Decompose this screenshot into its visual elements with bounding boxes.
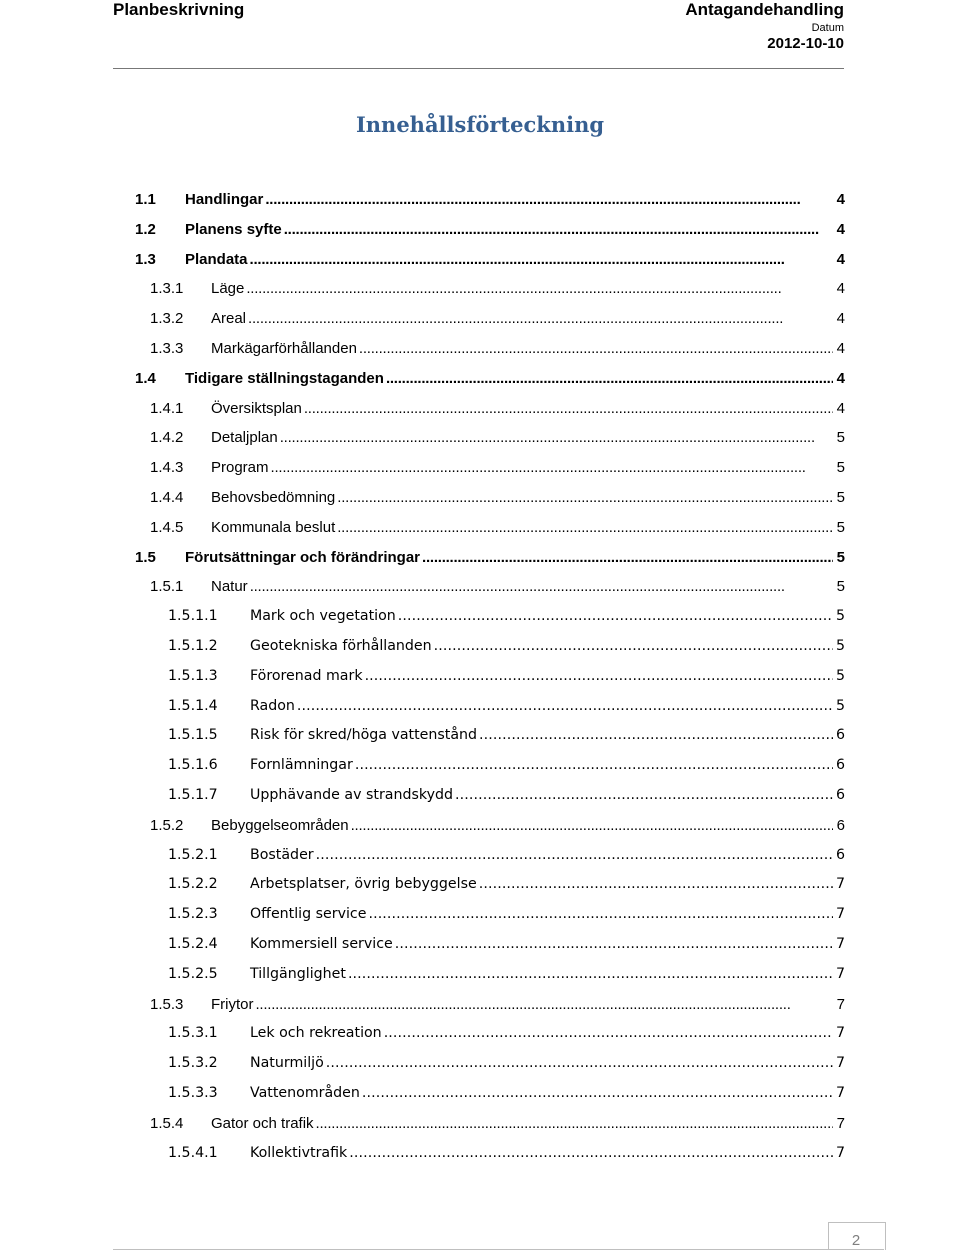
toc-entry[interactable] — [135, 1139, 845, 1169]
toc-entry-page: 6 — [836, 816, 845, 834]
toc-dot-leader — [304, 394, 833, 424]
toc-entry-title: Geotekniska förhållanden — [250, 637, 432, 654]
toc-entry-page: 4 — [836, 250, 845, 268]
toc-entry-title: Handlingar — [185, 191, 264, 208]
toc-dot-leader — [434, 632, 833, 662]
toc-entry-number: 1.5.3.1 — [168, 1025, 218, 1042]
toc-dot-leader — [349, 1139, 833, 1169]
toc-entry[interactable] — [135, 692, 845, 722]
toc-dot-leader — [479, 721, 833, 751]
toc-entry-page: 5 — [835, 637, 845, 654]
toc-entry[interactable] — [135, 841, 845, 871]
toc-dot-leader — [284, 215, 833, 245]
toc-title: Innehållsförteckning — [355, 112, 605, 137]
toc-entry[interactable] — [135, 1109, 845, 1139]
toc-dot-leader — [348, 960, 833, 990]
toc-entry-title: Fornlämningar — [250, 757, 353, 774]
toc-entry-page: 7 — [835, 1025, 845, 1042]
toc-entry-number: 1.5.1 — [150, 578, 184, 596]
toc-entry[interactable] — [135, 1079, 845, 1109]
toc-dot-leader — [326, 1049, 833, 1079]
toc-entry-number: 1.5.3 — [150, 995, 184, 1013]
toc-entry-number: 1.5.1.4 — [168, 697, 218, 714]
toc-entry-number: 1.5.2.4 — [168, 935, 218, 952]
toc-entry-number: 1.5.1.2 — [168, 637, 218, 654]
toc-entry-title: Plandata — [185, 250, 248, 268]
toc-entry-page: 7 — [835, 1144, 845, 1161]
toc-entry-title: Areal — [211, 310, 247, 328]
toc-dot-leader — [455, 781, 833, 811]
toc-entry-page: 4 — [836, 310, 845, 328]
toc-entry[interactable] — [135, 602, 845, 632]
toc-dot-leader — [479, 870, 833, 900]
document-date: 2012-10-10 — [767, 35, 844, 52]
toc-dot-leader — [365, 662, 833, 692]
toc-dot-leader — [337, 483, 833, 513]
toc-entry-title: Tillgänglighet — [250, 965, 346, 982]
toc-entry-page: 5 — [836, 518, 845, 536]
toc-entry-number: 1.5.4 — [150, 1114, 184, 1132]
toc-entry-page: 7 — [836, 1114, 845, 1132]
toc-dot-leader — [265, 185, 833, 215]
header-divider — [113, 68, 844, 69]
toc-entry-number: 1.5.1.6 — [168, 757, 218, 774]
toc-entry[interactable] — [135, 453, 845, 483]
toc-dot-leader — [316, 841, 833, 871]
toc-entry-number: 1.3.2 — [150, 310, 184, 328]
toc-entry[interactable] — [135, 394, 845, 424]
toc-entry-title: Översiktsplan — [211, 399, 302, 417]
toc-entry[interactable] — [135, 721, 845, 751]
toc-entry-number: 1.4 — [135, 369, 156, 387]
toc-entry-page: 4 — [836, 220, 845, 238]
toc-dot-leader — [355, 751, 833, 781]
toc-entry-page: 5 — [836, 578, 845, 596]
toc-entry[interactable] — [135, 334, 845, 364]
toc-entry-page: 5 — [836, 429, 845, 447]
toc-entry[interactable] — [135, 990, 845, 1020]
toc-entry-page: 4 — [836, 369, 845, 387]
header-meta — [685, 0, 844, 52]
toc-entry[interactable] — [135, 781, 845, 811]
toc-entry-number: 1.5.1.1 — [168, 608, 218, 625]
toc-entry-page: 7 — [835, 906, 845, 923]
toc-entry[interactable] — [135, 930, 845, 960]
toc-entry-title: Förutsättningar och förändringar — [185, 548, 421, 566]
toc-entry[interactable] — [135, 483, 845, 513]
toc-entry-title: Planens syfte — [185, 220, 282, 238]
toc-entry-title: Program — [211, 459, 269, 477]
toc-entry[interactable] — [135, 245, 845, 275]
date-label: Datum — [811, 22, 844, 34]
toc-entry-title: Kommunala beslut — [211, 518, 336, 536]
toc-entry-page: 5 — [835, 608, 845, 625]
toc-entry-title: Markägarförhållanden — [211, 339, 357, 357]
toc-entry-number: 1.5.1.7 — [168, 786, 218, 803]
toc-dot-leader — [271, 453, 833, 483]
toc-entry-title: Gator och trafik — [211, 1114, 314, 1132]
toc-entry-title: Bebyggelseområden — [211, 816, 349, 834]
toc-entry-page: 5 — [836, 488, 845, 506]
document-title: Planbeskrivning — [113, 0, 245, 19]
toc-entry-number: 1.4.3 — [150, 459, 184, 477]
toc-entry-title: Detaljplan — [211, 429, 278, 447]
toc-dot-leader — [250, 572, 833, 602]
toc-entry-page: 7 — [835, 1084, 845, 1101]
toc-entry[interactable] — [135, 632, 845, 662]
toc-entry-title: Radon — [250, 697, 295, 714]
toc-entry-number: 1.2 — [135, 220, 156, 238]
toc-entry[interactable] — [135, 304, 845, 334]
toc-entry-title: Naturmiljö — [250, 1055, 324, 1072]
toc-entry-title: Behovsbedömning — [211, 488, 336, 506]
toc-dot-leader — [250, 245, 833, 275]
toc-entry-number: 1.1 — [135, 191, 156, 208]
toc-entry-number: 1.5.2 — [150, 816, 184, 834]
toc-entry-number: 1.4.1 — [150, 399, 184, 417]
toc-entry[interactable] — [135, 572, 845, 602]
toc-entry-title: Vattenområden — [250, 1084, 360, 1101]
toc-dot-leader — [362, 1079, 833, 1109]
toc-entry-title: Offentlig service — [250, 906, 367, 923]
toc-dot-leader — [248, 304, 833, 334]
toc-dot-leader — [386, 364, 833, 394]
toc-entry-page: 4 — [836, 191, 845, 208]
footer-divider — [113, 1249, 884, 1250]
toc-dot-leader — [256, 990, 834, 1020]
toc-dot-leader — [337, 513, 833, 543]
toc-dot-leader — [395, 930, 833, 960]
toc-entry-number: 1.5.1.5 — [168, 727, 218, 744]
toc-entry-title: Mark och vegetation — [250, 608, 396, 625]
toc-entry[interactable] — [135, 900, 845, 930]
toc-entry-number: 1.3.3 — [150, 339, 184, 357]
toc-entry-page: 7 — [835, 876, 845, 893]
page-number: 2 — [851, 1232, 861, 1249]
toc-entry-title: Friytor — [211, 995, 254, 1013]
toc-entry[interactable] — [135, 751, 845, 781]
toc-entry-page: 5 — [835, 697, 845, 714]
toc-entry-page: 6 — [835, 786, 845, 803]
toc-entry[interactable] — [135, 811, 845, 841]
toc-entry[interactable] — [135, 513, 845, 543]
document-status: Antagandehandling — [685, 0, 844, 19]
toc-entry-page: 6 — [835, 757, 845, 774]
toc-entry-title: Upphävande av strandskydd — [250, 786, 453, 803]
toc-entry[interactable] — [135, 185, 845, 215]
toc-entry-number: 1.5.3.2 — [168, 1055, 218, 1072]
toc-entry-title: Arbetsplatser, övrig bebyggelse — [250, 876, 477, 893]
toc-entry-title: Natur — [211, 578, 248, 596]
toc-dot-leader — [422, 543, 833, 573]
toc-entry[interactable] — [135, 423, 845, 453]
toc-dot-leader — [359, 334, 833, 364]
toc-entry-page: 5 — [836, 459, 845, 477]
toc-entry-number: 1.3 — [135, 250, 156, 268]
toc-entry-title: Kollektivtrafik — [250, 1144, 348, 1161]
toc-entry-title: Lek och rekreation — [250, 1025, 382, 1042]
toc-entry-page: 4 — [836, 399, 845, 417]
toc-dot-leader — [351, 811, 833, 841]
toc-entry-page: 7 — [835, 1055, 845, 1072]
toc-entry-title: Kommersiell service — [250, 935, 393, 952]
toc-entry[interactable] — [135, 662, 845, 692]
toc-entry-page: 7 — [835, 965, 845, 982]
toc-dot-leader — [280, 423, 833, 453]
toc-entry[interactable] — [135, 274, 845, 304]
toc-entry[interactable] — [135, 960, 845, 990]
toc-entry-page: 4 — [836, 280, 845, 298]
toc-entry-number: 1.5.2.3 — [168, 906, 218, 923]
toc-entry[interactable] — [135, 1049, 845, 1079]
toc-dot-leader — [384, 1019, 833, 1049]
toc-entry[interactable] — [135, 1019, 845, 1049]
toc-entry-title: Tidigare ställningstaganden — [185, 369, 384, 387]
toc-entry-title: Risk för skred/höga vattenstånd — [250, 727, 478, 744]
toc-entry[interactable] — [135, 543, 845, 573]
toc-dot-leader — [398, 602, 833, 632]
table-of-contents — [135, 185, 845, 1168]
toc-entry-number: 1.4.2 — [150, 429, 184, 447]
toc-entry[interactable] — [135, 870, 845, 900]
toc-entry-page: 4 — [836, 339, 845, 357]
toc-dot-leader — [246, 274, 833, 304]
toc-dot-leader — [297, 692, 833, 722]
toc-entry-page: 7 — [836, 995, 845, 1013]
toc-entry-number: 1.4.5 — [150, 518, 184, 536]
toc-dot-leader — [368, 900, 833, 930]
toc-entry-number: 1.5.4.1 — [168, 1144, 218, 1161]
toc-entry-page: 7 — [835, 935, 845, 952]
toc-entry-page: 5 — [835, 667, 845, 684]
toc-entry-page: 6 — [835, 727, 845, 744]
toc-entry-number: 1.5.1.3 — [168, 667, 218, 684]
toc-entry[interactable] — [135, 215, 845, 245]
toc-entry-number: 1.5.2.2 — [168, 876, 218, 893]
toc-entry-number: 1.5.2.1 — [168, 846, 218, 863]
toc-entry[interactable] — [135, 364, 845, 394]
toc-entry-title: Förorenad mark — [250, 667, 363, 684]
toc-entry-number: 1.3.1 — [150, 280, 184, 298]
toc-dot-leader — [316, 1109, 833, 1139]
toc-entry-page: 5 — [836, 548, 845, 566]
toc-entry-page: 6 — [835, 846, 845, 863]
toc-entry-number: 1.5 — [135, 548, 156, 566]
toc-entry-title: Bostäder — [250, 846, 314, 863]
toc-entry-number: 1.5.3.3 — [168, 1084, 218, 1101]
toc-entry-title: Läge — [211, 280, 245, 298]
toc-entry-number: 1.5.2.5 — [168, 965, 218, 982]
toc-entry-number: 1.4.4 — [150, 488, 184, 506]
